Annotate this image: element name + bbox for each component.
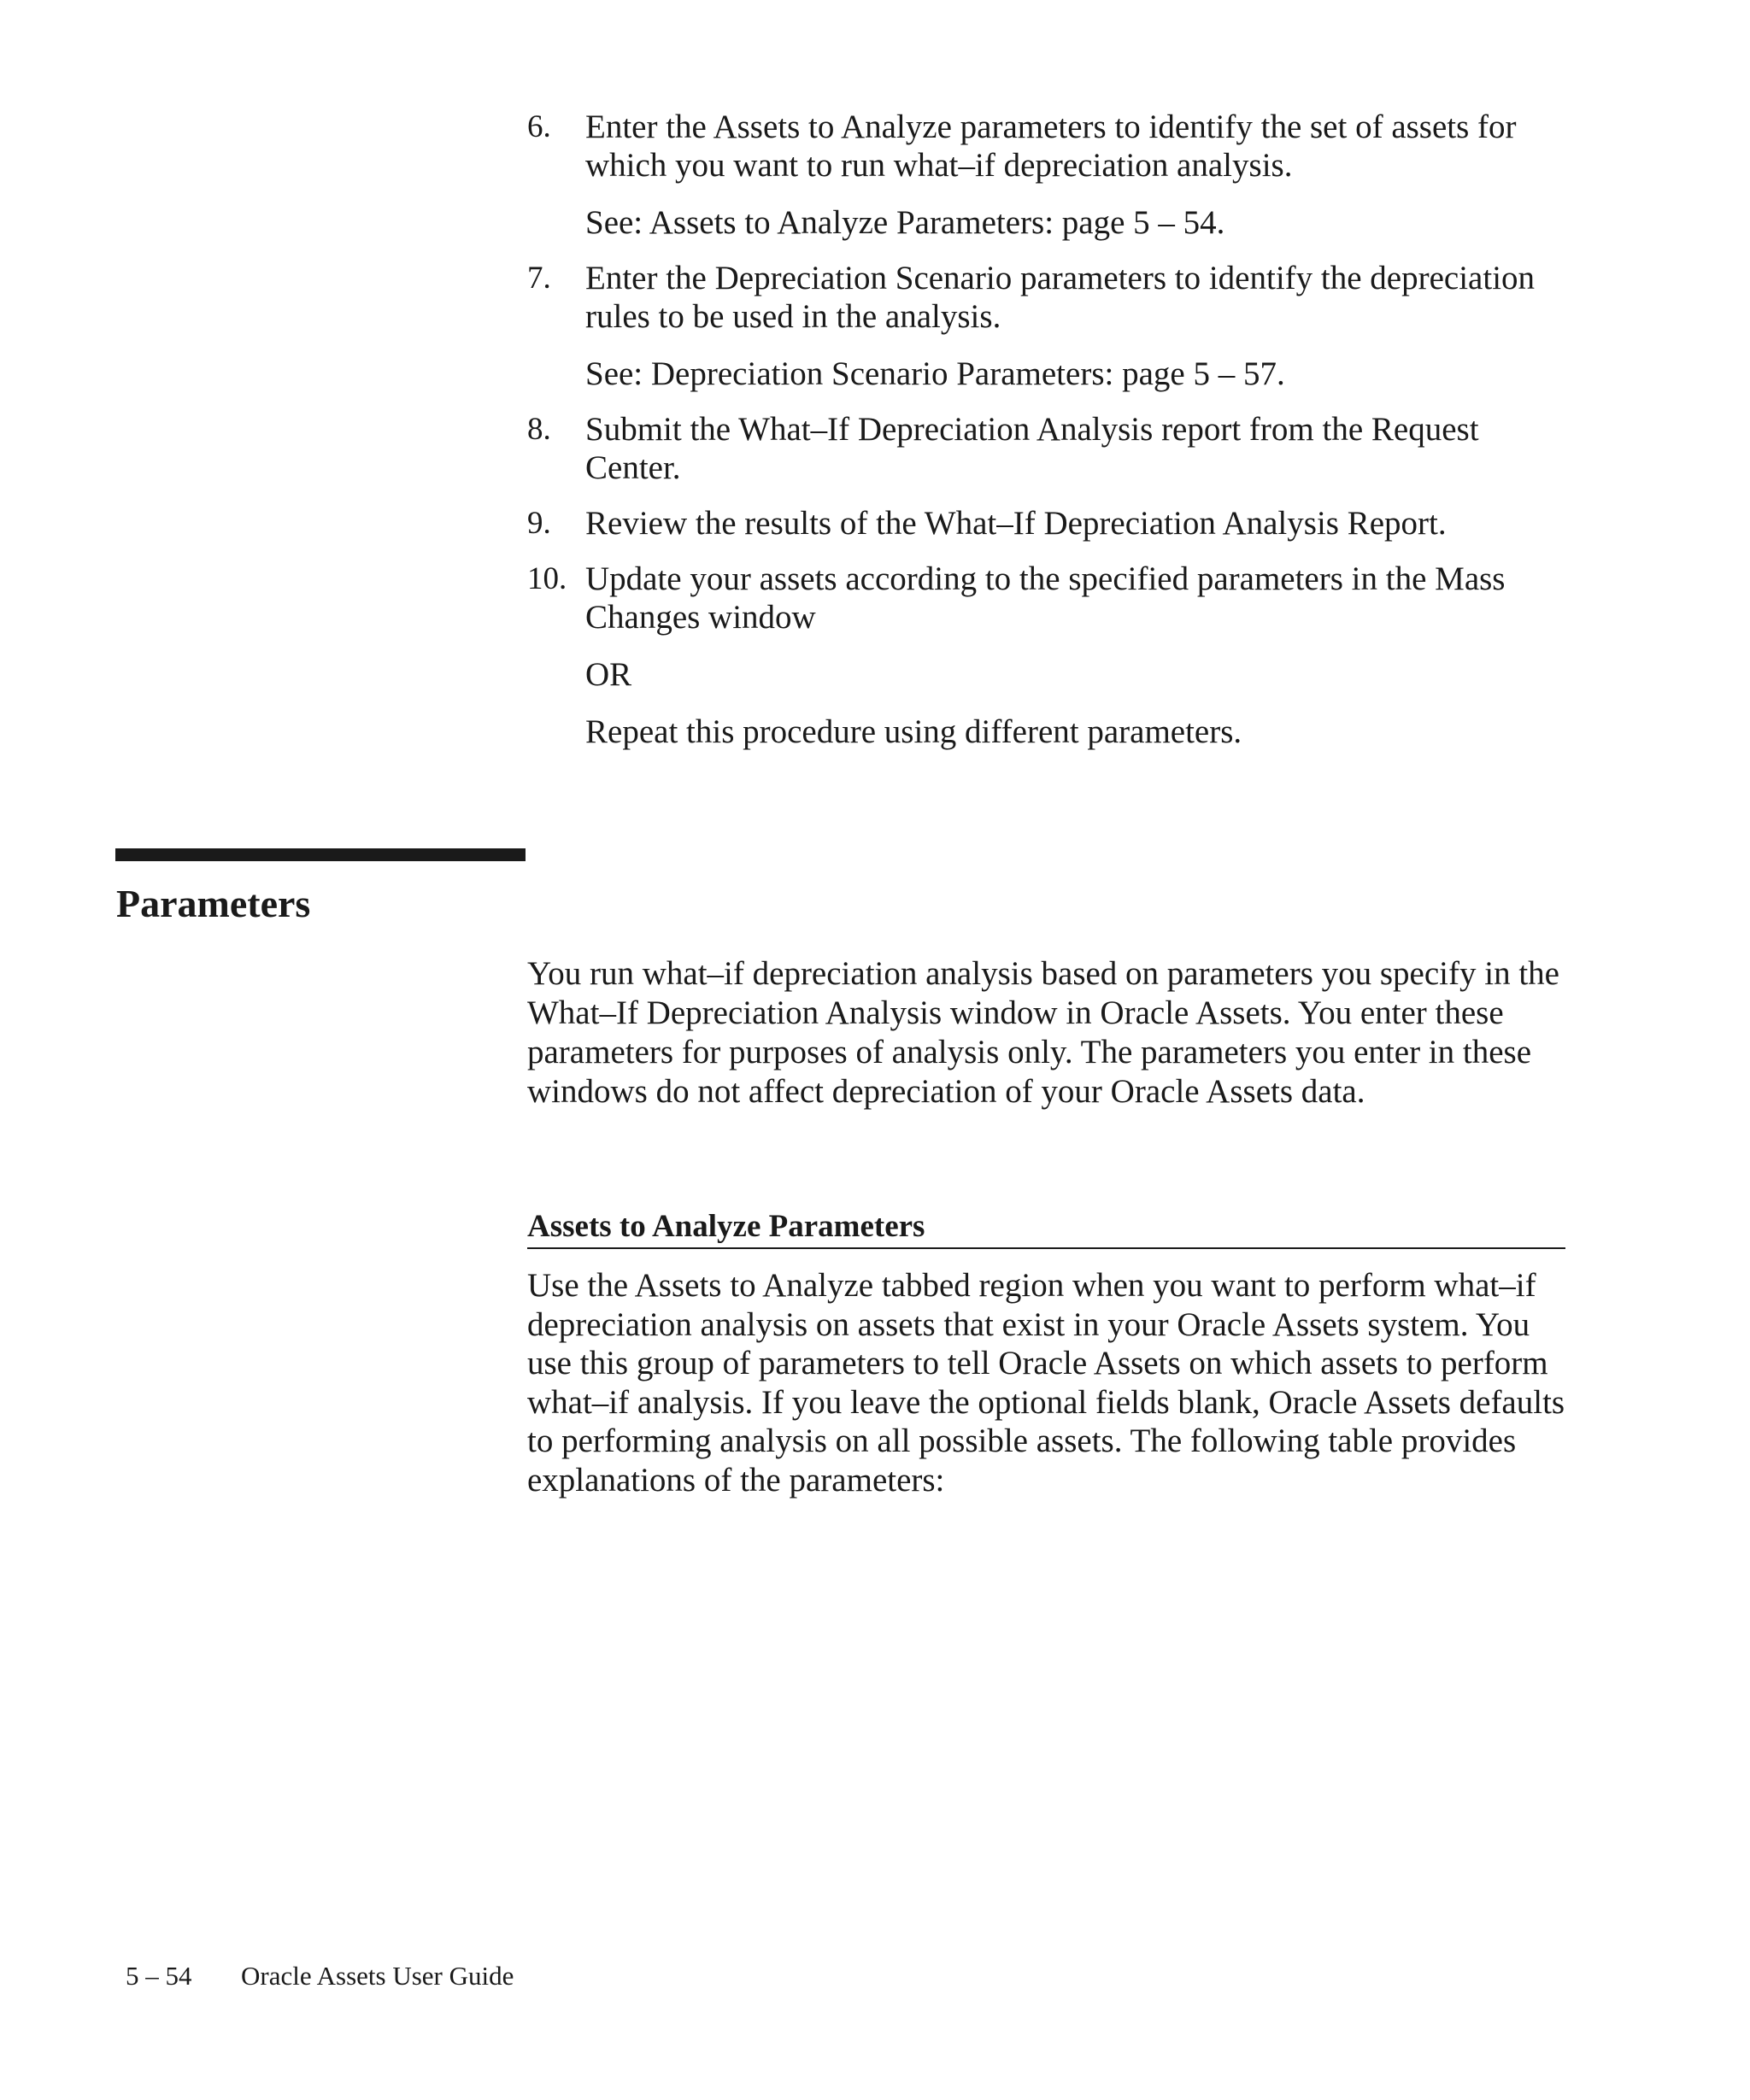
step-or-label: OR <box>585 656 632 693</box>
footer-book-title: Oracle Assets User Guide <box>241 1961 514 1991</box>
subsection-paragraph: Use the Assets to Analyze tabbed region when you want to perform what–if depreciation analysis on assets that exist in your Oracle Assets system. You use this group of parameters to tell Oracle Assets on which assets to perform what–if analysis. If you leave the optional fields blank, Oracle Assets defaults to performing analysis on all possible assets. The following table provides explanations of the parameters: <box>527 1267 1565 1499</box>
step-number: 6. <box>527 109 551 144</box>
step-number: 8. <box>527 412 551 447</box>
step-7 <box>527 259 1578 393</box>
section-heading: Parameters <box>116 882 311 925</box>
step-number: 10. <box>527 561 567 596</box>
procedure-steps <box>527 108 1578 768</box>
section-divider-bar <box>115 848 526 861</box>
step-text: Update your assets according to the specified parameters in the Mass Changes window <box>585 560 1506 636</box>
page-footer <box>126 1959 514 1993</box>
step-text: Enter the Depreciation Scenario parameters to identify the depreciation rules to be used in the analysis. <box>585 260 1536 335</box>
step-alternative: Repeat this procedure using different parameters. <box>585 713 1242 750</box>
step-10 <box>527 560 1578 751</box>
step-number: 7. <box>527 261 551 296</box>
step-6 <box>527 108 1578 242</box>
step-text: Review the results of the What–If Depreciation Analysis Report. <box>585 505 1447 542</box>
step-cross-reference: See: Assets to Analyze Parameters: page 5 – 54. <box>585 204 1225 241</box>
step-number: 9. <box>527 506 551 541</box>
subsection-heading: Assets to Analyze Parameters <box>527 1208 1565 1249</box>
step-text: Enter the Assets to Analyze parameters to identify the set of assets for which you want to run what–if depreciation analysis. <box>585 109 1517 184</box>
step-9 <box>527 504 1578 543</box>
section-intro-paragraph: You run what–if depreciation analysis based on parameters you specify in the What–If Depreciation Analysis window in Oracle Assets. You enter these parameters for purposes of analysis only. The parameters you enter in these windows do not affect depreciation of your Oracle Assets data. <box>527 955 1559 1110</box>
step-8 <box>527 410 1578 487</box>
step-cross-reference: See: Depreciation Scenario Parameters: page 5 – 57. <box>585 355 1285 392</box>
step-text: Submit the What–If Depreciation Analysis report from the Request Center. <box>585 411 1479 486</box>
footer-page-number: 5 – 54 <box>126 1961 192 1991</box>
